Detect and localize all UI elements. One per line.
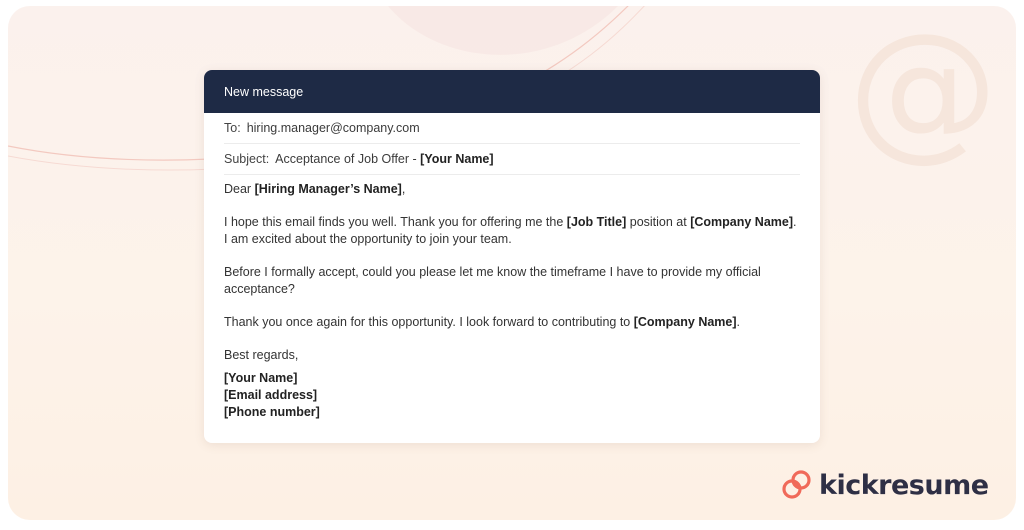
brand-name: kickresume — [819, 469, 989, 501]
kickresume-logo-icon — [781, 469, 813, 501]
greeting-suffix: , — [401, 182, 406, 196]
window-title: New message — [204, 70, 820, 113]
p1-company-name: [Company Name] — [690, 215, 794, 229]
subject-placeholder: [Your Name] — [420, 152, 494, 166]
p1-text-d: I am excited about the opportunity to join your team. — [224, 232, 512, 246]
closing: Best regards, — [224, 348, 299, 362]
p3-text-a: Thank you once again for this opportunity. I look forward to contributing to — [224, 315, 634, 329]
greeting — [224, 181, 800, 198]
greeting-prefix: Dear — [224, 182, 255, 196]
at-sign-icon: @ — [848, 6, 998, 176]
paragraph-2: Before I formally accept, could you please let me know the timeframe I have to provide my official acceptance? — [224, 265, 761, 296]
signature-phone: [Phone number] — [224, 405, 320, 419]
paragraph-3 — [224, 314, 800, 331]
p1-job-title: [Job Title] — [566, 215, 627, 229]
greeting-name: [Hiring Manager’s Name] — [254, 182, 402, 196]
p3-text-b: . — [736, 315, 741, 329]
email-compose-window — [204, 70, 820, 443]
email-body[interactable] — [204, 175, 820, 421]
p1-text-b: position at — [626, 215, 691, 229]
signature-name: [Your Name] — [224, 371, 298, 385]
signature-block — [224, 370, 800, 421]
to-value[interactable]: hiring.manager@company.com — [246, 121, 420, 135]
signature-email: [Email address] — [224, 388, 318, 402]
to-field[interactable] — [224, 113, 800, 144]
p1-text-a: I hope this email finds you well. Thank you for offering me the — [224, 215, 567, 229]
paragraph-1 — [224, 214, 800, 248]
kickresume-logo — [781, 469, 989, 501]
subject-label: Subject: — [224, 152, 270, 166]
p1-text-c: . — [793, 215, 797, 229]
to-label: To: — [224, 121, 241, 135]
subject-field[interactable] — [224, 144, 800, 175]
p3-company-name: [Company Name] — [633, 315, 737, 329]
subject-text[interactable]: Acceptance of Job Offer - — [275, 152, 421, 166]
